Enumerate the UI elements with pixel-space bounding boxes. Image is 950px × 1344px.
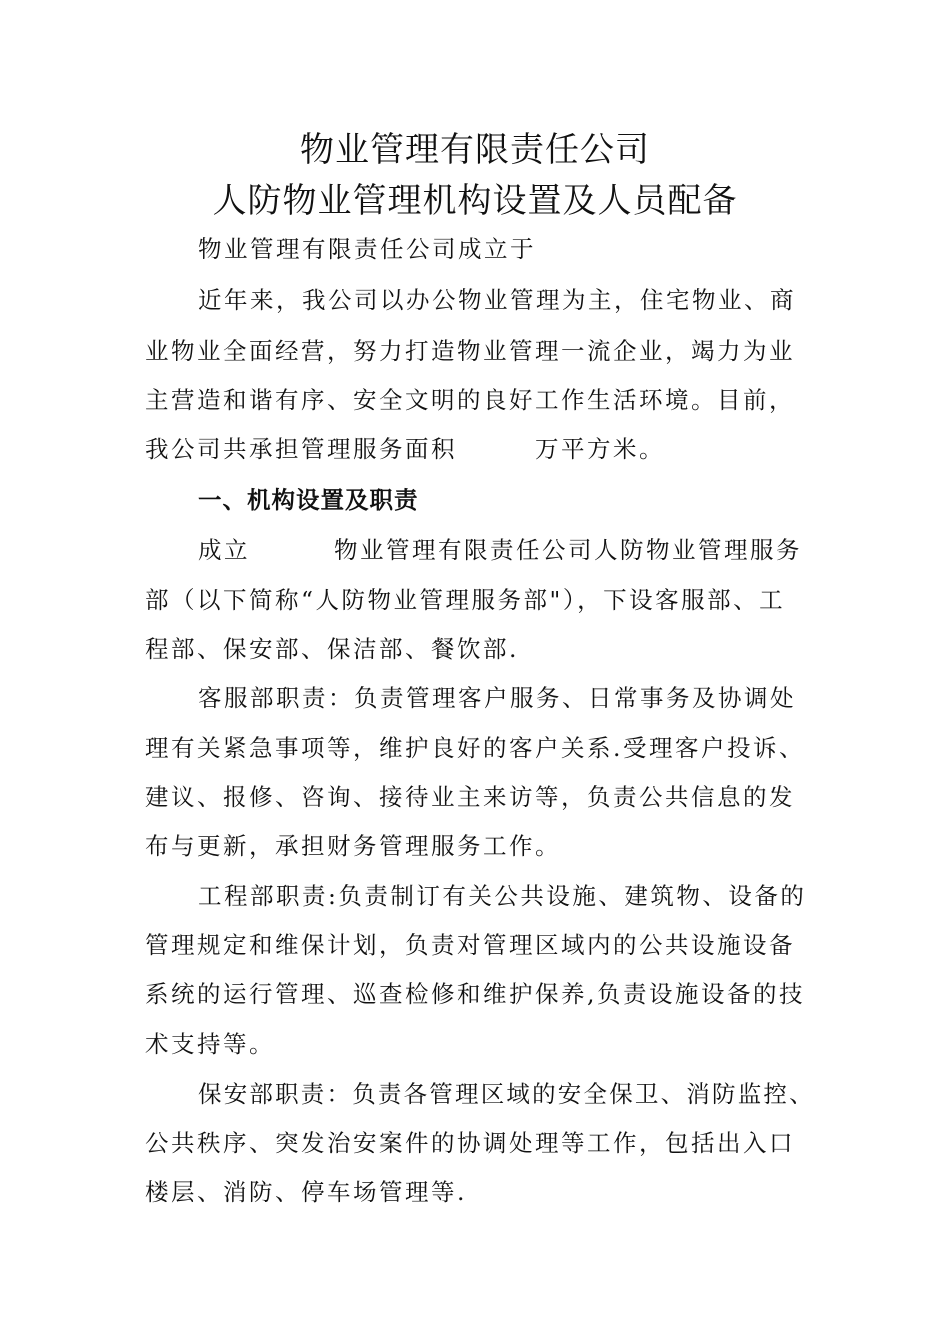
- customer-service-line-3: 建议、报修、咨询、接待业主来访等，负责公共信息的发: [145, 783, 795, 811]
- engineering-line-4: 术支持等。: [145, 1030, 275, 1058]
- setup-line-1: [198, 535, 802, 565]
- security-line-1: 保安部职责：负责各管理区域的安全保卫、消防监控、: [198, 1080, 815, 1108]
- engineering-line-1: 工程部职责:负责制订有关公共设施、建筑物、设备的: [198, 882, 807, 910]
- intro-line: 物业管理有限责任公司成立于: [198, 235, 536, 263]
- security-line-2: 公共秩序、突发治安案件的协调处理等工作，包括出入口: [145, 1129, 795, 1157]
- setup-line-2: 部（以下简称“人防物业管理服务部"），下设客服部、工: [145, 586, 786, 614]
- overview-line-4-start: 我公司共承担管理服务面积: [145, 435, 457, 463]
- customer-service-line-2: 理有关紧急事项等，维护良好的客户关系.受理客户投诉、: [145, 734, 805, 762]
- security-line-3: 楼层、消防、停车场管理等.: [145, 1178, 467, 1206]
- overview-line-3: 主营造和谐有序、安全文明的良好工作生活环境。目前，: [145, 386, 795, 414]
- customer-service-line-1: 客服部职责：负责管理客户服务、日常事务及协调处: [198, 684, 796, 712]
- setup-line-1-start: 成立: [198, 536, 250, 564]
- overview-line-4: [145, 434, 665, 464]
- customer-service-line-4: 布与更新，承担财务管理服务工作。: [145, 832, 561, 860]
- engineering-line-2: 管理规定和维保计划，负责对管理区域内的公共设施设备: [145, 931, 795, 959]
- setup-line-3: 程部、保安部、保洁部、餐饮部.: [145, 635, 519, 663]
- section-heading: 一、机构设置及职责: [198, 486, 419, 514]
- engineering-line-3: 系统的运行管理、巡查检修和维护保养,负责设施设备的技: [145, 980, 805, 1008]
- setup-line-1-end: 物业管理有限责任公司人防物业管理服务: [334, 536, 802, 564]
- overview-line-4-end: 万平方米。: [535, 435, 665, 463]
- document-title-line2: 人防物业管理机构设置及人员配备: [212, 181, 738, 221]
- document-title-line1: 物业管理有限责任公司: [300, 130, 650, 170]
- overview-line-2: 业物业全面经营，努力打造物业管理一流企业，竭力为业: [145, 337, 795, 365]
- overview-line-1: 近年来，我公司以办公物业管理为主，住宅物业、商: [198, 286, 796, 314]
